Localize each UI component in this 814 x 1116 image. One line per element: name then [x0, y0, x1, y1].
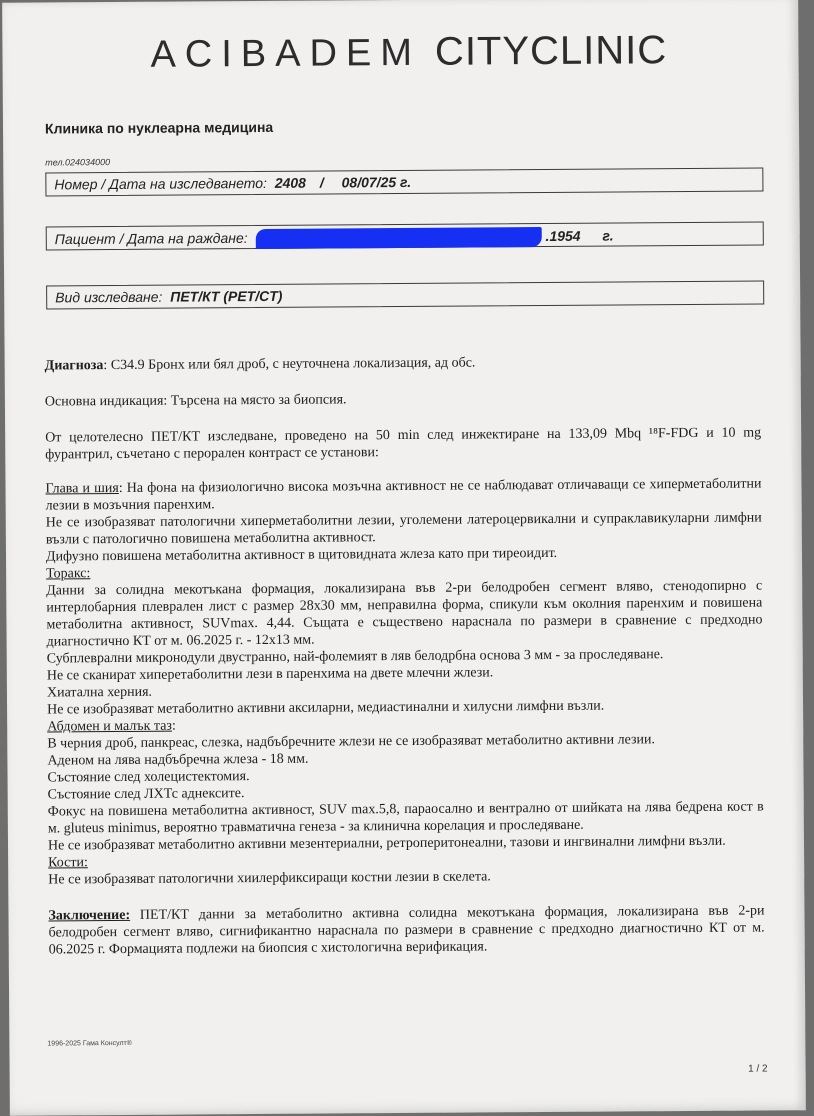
document-page [2, 0, 806, 1116]
exam-type-field [46, 280, 764, 309]
report-body [45, 353, 765, 959]
head-neck-line-2: Не се изобразяват патологични хиперметаболитни лезии, уголемени латероцервикални и супраклавикуларни лимфни възли с патологично повишена метаболитна активност. [45, 510, 762, 548]
head-neck-line-3: Дифузно повишена метаболитна активност в щитовидната жлеза като при тиреоидит. [45, 545, 558, 565]
diagnosis-label: Диагноза [44, 358, 104, 374]
page-number: 1 / 2 [748, 1063, 768, 1075]
abdomen-heading-colon: : [171, 718, 176, 734]
patient-label: Пациент / Дата на раждане: [54, 229, 248, 248]
head-neck-heading: Глава и шия [45, 480, 119, 497]
abdomen-line-6: Не се изобразяват метаболитно активни мезентериални, ретроперитонеални, тазови и ингвинални лимфни възли. [47, 833, 726, 854]
thorax-line-5: Не се изобразяват метаболитно активни аксиларни, медиастинални и хилусни лимфни възли. [47, 698, 605, 718]
indication-line: Основна индикация: Търсена на място за биопсия. [44, 392, 347, 410]
abdomen-line-3: Състояние след холецистектомия. [47, 769, 250, 786]
exam-separator: / [319, 174, 324, 191]
conclusion-heading: Заключение: [48, 907, 131, 924]
type-label: Вид изследване: [55, 288, 163, 306]
intro-paragraph: От целотелесно ПЕТ/КТ изследване, проведено на 50 min след инжектиране на 133,09 Mbq ¹⁸F-FDG и 10 mg фурантрил, съчетано с перорален контраст се установи: [45, 425, 762, 463]
diagnosis-text: : С34.9 Бронх или бял дроб, с неуточнена локализация, ад обс. [103, 355, 476, 374]
exam-date: 08/07/25 г. [341, 173, 412, 191]
conclusion-text: ПЕТ/КТ данни за метаболитно активна солидна мекотъканa формация, локализирана във 2-ри белодробен сегмент вляво, сигнификантно нараснала по размери в сравнение с предходно диагностично КТ от м. 06.2025 г. Формацията подлежи на биопсия с хистологична верификация. [48, 903, 765, 958]
bones-heading: Кости: [48, 855, 88, 871]
conclusion-paragraph [48, 902, 764, 958]
exam-label: Номер / Дата на изследването: [54, 174, 267, 193]
logo-acibadem: ACIBADEM [150, 31, 422, 76]
logo-cityclinic: CITYCLINIC [434, 28, 668, 74]
department-title: Клиника по нуклеарна медицина [44, 118, 274, 137]
abdomen-heading: Абдомен и малък таз [47, 718, 172, 735]
patient-birth-year: .1954 [545, 227, 581, 244]
patient-birth-suffix: г. [602, 227, 614, 244]
thorax-heading: Торакс: [46, 566, 91, 582]
thorax-line-2: Субплеврални микронодули двустранно, най-фолемият в ляв белодрбна основа 3 мм - за проследяване. [46, 647, 664, 667]
patient-field [46, 221, 764, 250]
abdomen-line-1: В черния дроб, панкреас, слезка, надбъбречните жлези не се изобразяват метаболитно активни лезии. [47, 732, 656, 752]
clinic-logo [150, 28, 667, 77]
abdomen-line-4: Състояние след ЛХТс аднексите. [47, 786, 245, 803]
type-value: ПЕТ/КТ (PET/CT) [170, 287, 283, 305]
software-copyright: 1996-2025 Гама Консулт® [47, 1039, 132, 1048]
exam-number: 2408 [274, 174, 306, 191]
head-neck-text: : На фона на физиологично висока мозъчна активност не се наблюдават отличаващи се хиперметаболитни лезии в мозъчния паренхим. [45, 476, 762, 514]
phone-number: тел.024034000 [45, 157, 111, 168]
thorax-line-4: Хиатална херния. [46, 684, 153, 701]
bones-line-1: Не се изобразяват патологични хиилерфиксиращи костни лезии в скелета. [48, 869, 491, 888]
redaction-mark [255, 227, 541, 249]
exam-number-date-field [45, 167, 763, 196]
thorax-line-3: Не се сканират хиперетаболитни лези в паренхима на двете млечни жлези. [46, 665, 494, 684]
abdomen-line-2: Аденом на лява надбъбречна жлеза - 18 мм. [47, 751, 309, 769]
thorax-line-1: Данни за солидна мекотъканa формация, локализирана във 2-ри белодробен сегмент вляво, стенодопирно с интерлобарния плеврален лист с размер 28х30 мм, неправилна форма, спикули към околния паренхим и повишена метаболитна активност, SUVmax. 4,44. Същата е съществено нараснала по размери в сравнение с предходно диагностично КТ от м. 06.2025 г. - 12х13 мм. [46, 578, 763, 650]
abdomen-line-5: Фокус на повишена метаболитна активност, SUV max.5,8, параосално и вентрално от шийката на лява бедрена кост в м. gluteus minimus, вероятно травматична генеза - за клинична корелация и проследяване. [47, 799, 764, 837]
head-neck-paragraph [45, 476, 761, 515]
